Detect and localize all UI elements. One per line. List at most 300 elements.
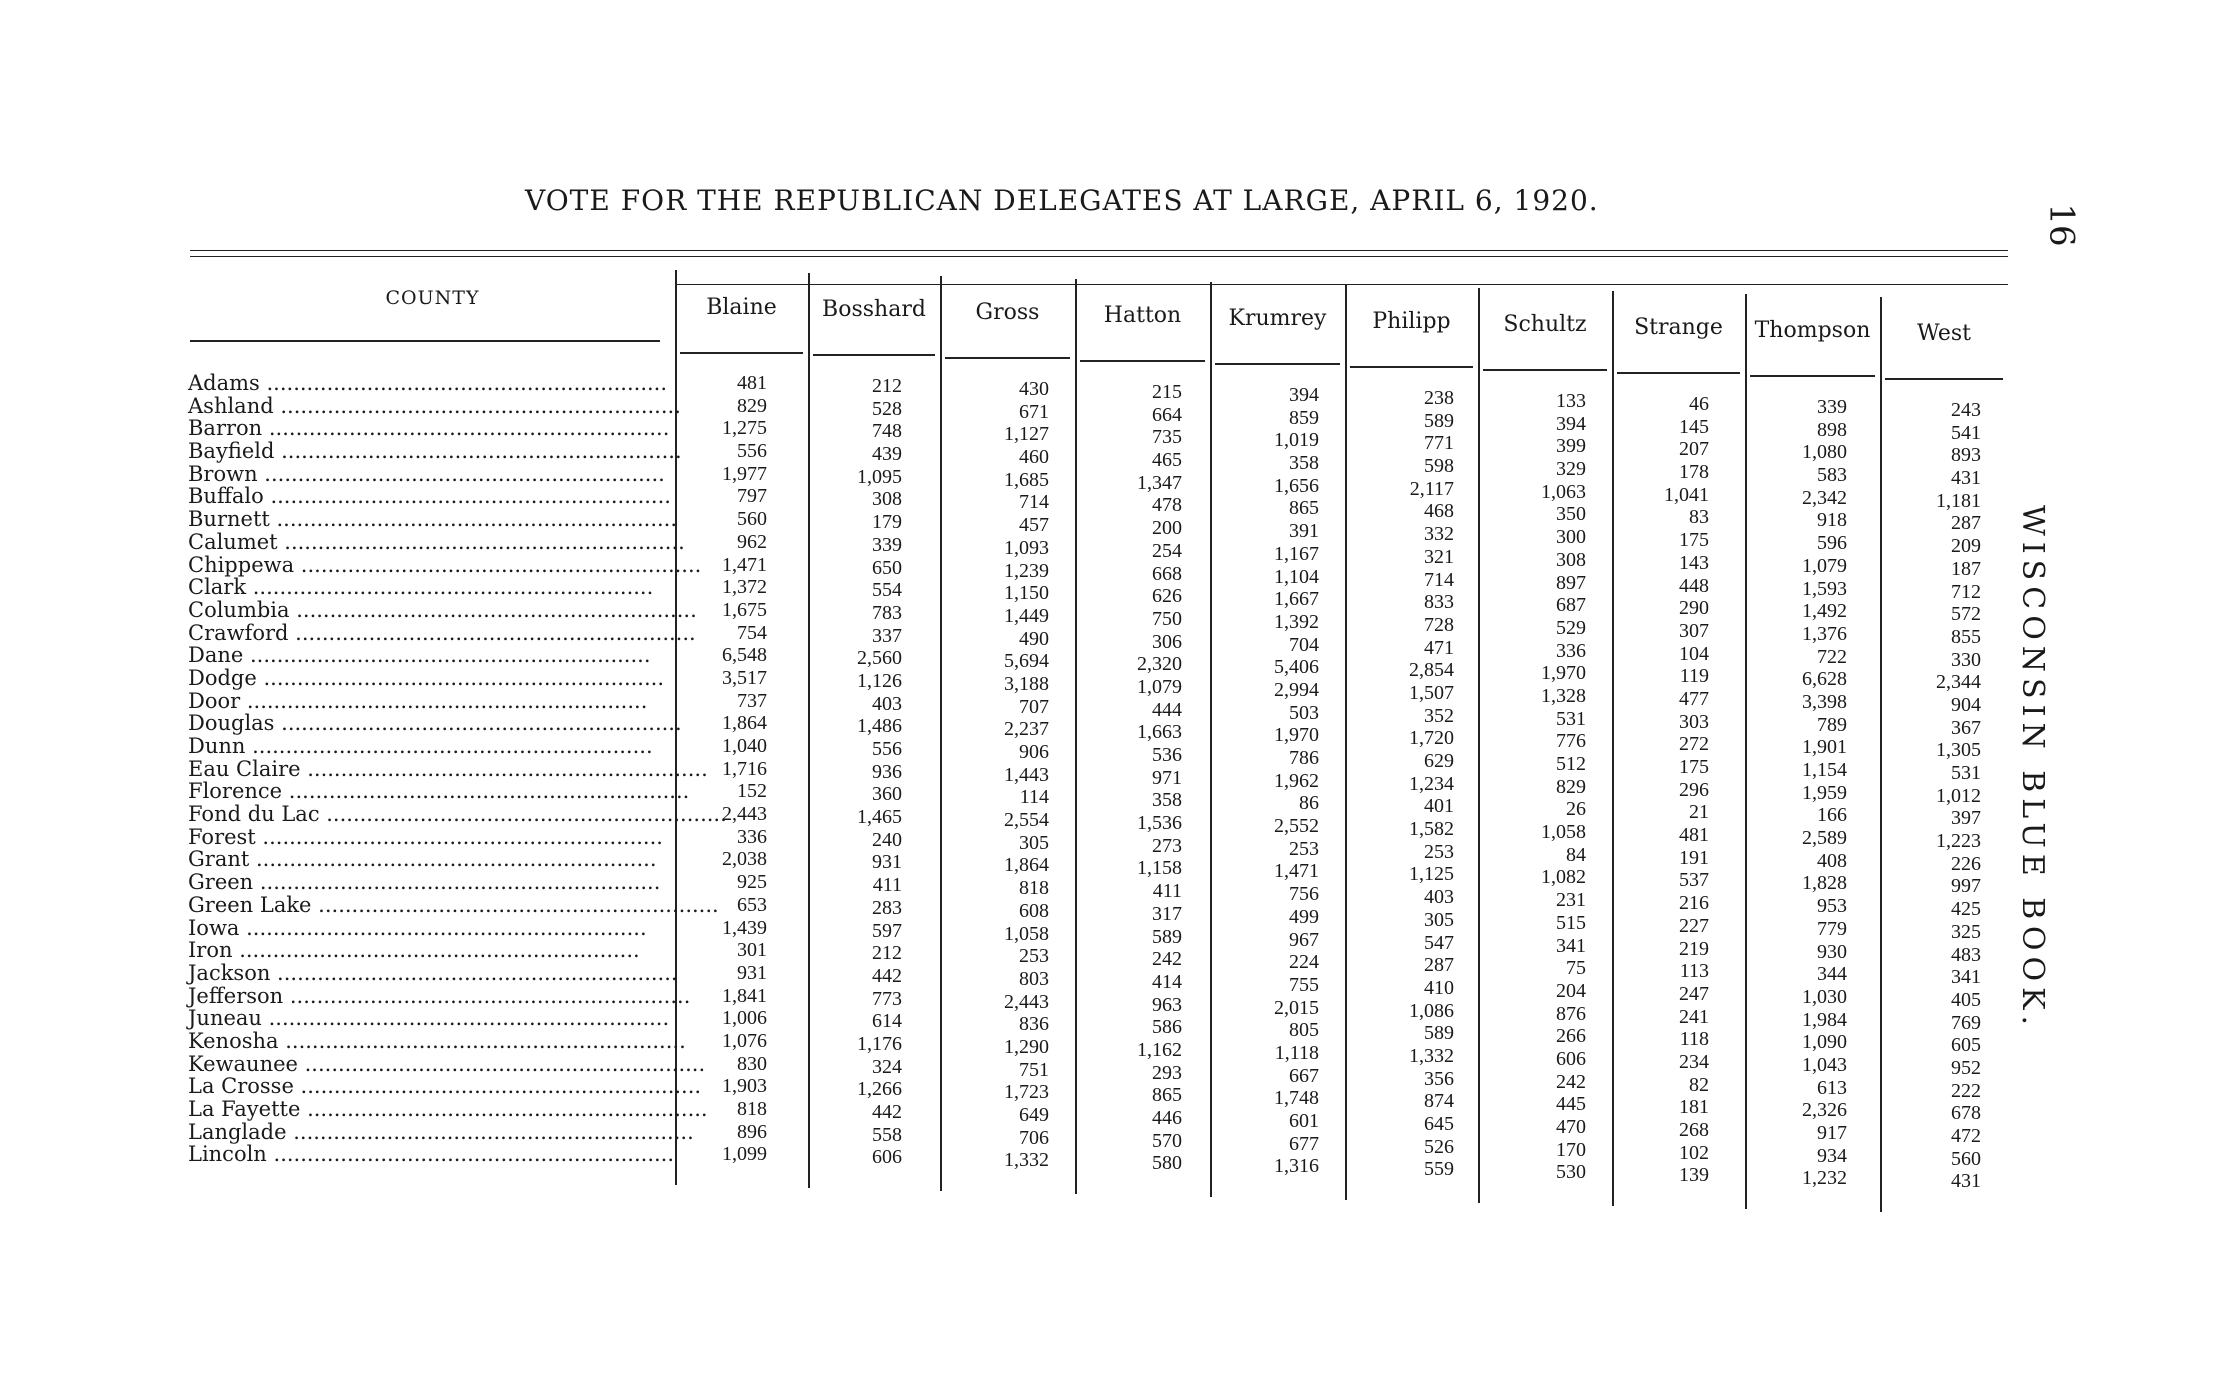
vote-count-thompson: 6,628 — [1802, 668, 1847, 691]
dot-leader: ............................................................ — [294, 552, 702, 577]
vote-count-west: 431 — [1951, 467, 1981, 490]
dot-leader: ............................................................ — [288, 620, 696, 645]
vote-count-west: 893 — [1951, 444, 1981, 467]
vote-count-hatton: 444 — [1152, 698, 1182, 721]
vote-count-hatton: 215 — [1152, 381, 1182, 403]
county-name: Bayfield ............................................................ — [188, 439, 682, 464]
vote-count-schultz: 170 — [1556, 1138, 1586, 1161]
vote-count-krumrey: 2,015 — [1274, 996, 1319, 1019]
county-name: Iowa ............................................................ — [188, 915, 647, 940]
vote-count-schultz: 26 — [1566, 798, 1586, 821]
vote-count-bosshard: 442 — [872, 1101, 902, 1123]
vote-count-gross: 803 — [1019, 967, 1049, 990]
vote-count-krumrey: 967 — [1289, 928, 1319, 951]
vote-count-bosshard: 212 — [872, 942, 902, 965]
vote-count-blaine: 1,903 — [722, 1075, 767, 1098]
dot-leader: ............................................................ — [256, 665, 664, 690]
county-name: Brown ............................................................ — [188, 461, 665, 486]
vote-count-strange: 247 — [1679, 982, 1709, 1005]
county-name: Barron ............................................................ — [188, 416, 670, 441]
vote-count-thompson: 1,080 — [1802, 441, 1847, 464]
vote-count-west: 472 — [1951, 1125, 1981, 1147]
vote-count-west: 952 — [1951, 1056, 1981, 1079]
vote-count-krumrey: 1,316 — [1274, 1155, 1319, 1178]
vote-count-krumrey: 1,167 — [1274, 542, 1319, 565]
vote-count-philipp: 352 — [1424, 704, 1454, 727]
vote-count-schultz: 1,063 — [1541, 480, 1586, 503]
vote-count-philipp: 253 — [1424, 840, 1454, 863]
vote-count-strange: 175 — [1679, 756, 1709, 778]
vote-count-hatton: 735 — [1152, 426, 1182, 449]
vote-count-gross: 1,150 — [1004, 582, 1049, 605]
county-name: Calumet ............................................................ — [188, 529, 685, 554]
vote-count-philipp: 332 — [1424, 523, 1454, 546]
vote-count-schultz: 394 — [1556, 412, 1586, 435]
vote-count-philipp: 1,720 — [1409, 727, 1454, 750]
dot-leader: ............................................................ — [269, 507, 678, 532]
dot-leader: ............................................................ — [245, 734, 653, 758]
dot-leader: ............................................................ — [286, 1119, 694, 1144]
vote-count-strange: 145 — [1679, 415, 1709, 438]
vote-count-blaine: 1,006 — [722, 1007, 767, 1030]
vote-count-thompson: 2,589 — [1802, 827, 1847, 850]
county-name: Douglas ............................................................ — [188, 711, 682, 736]
vote-count-gross: 751 — [1019, 1058, 1049, 1081]
vote-count-philipp: 468 — [1424, 500, 1454, 523]
vote-count-thompson: 613 — [1817, 1076, 1847, 1099]
vote-count-philipp: 728 — [1424, 613, 1454, 636]
vote-count-blaine: 336 — [737, 825, 767, 848]
column-header-underline — [945, 357, 1070, 359]
vote-count-thompson: 1,492 — [1802, 600, 1847, 623]
vote-count-hatton: 971 — [1152, 766, 1182, 789]
vote-count-bosshard: 748 — [872, 420, 902, 443]
vote-count-blaine: 152 — [737, 780, 767, 803]
vote-count-strange: 143 — [1679, 551, 1709, 574]
vote-count-gross: 460 — [1019, 446, 1049, 469]
vote-count-krumrey: 1,019 — [1274, 429, 1319, 452]
vote-count-thompson: 408 — [1817, 849, 1847, 872]
column-header-underline — [1350, 366, 1473, 368]
vote-count-philipp: 526 — [1424, 1135, 1454, 1158]
column-header-philipp: Philipp — [1372, 308, 1451, 334]
vote-count-philipp: 547 — [1424, 931, 1454, 954]
vote-count-west: 769 — [1951, 1011, 1981, 1034]
top-rule-double — [190, 256, 2008, 257]
vote-count-hatton: 1,347 — [1137, 471, 1182, 494]
vote-count-philipp: 1,582 — [1409, 818, 1454, 841]
vote-count-bosshard: 606 — [872, 1146, 902, 1169]
vote-count-strange: 234 — [1679, 1050, 1709, 1073]
vote-count-schultz: 329 — [1556, 458, 1586, 481]
vote-count-krumrey: 86 — [1299, 792, 1319, 815]
county-name: Fond du Lac ............................................................ — [188, 802, 727, 827]
dot-leader: ............................................................ — [274, 439, 682, 464]
county-name: Eau Claire ............................................................ — [188, 756, 708, 781]
vote-count-philipp: 2,854 — [1409, 659, 1454, 682]
vote-count-hatton: 478 — [1152, 494, 1182, 517]
vote-count-strange: 118 — [1679, 1028, 1709, 1051]
vote-count-strange: 21 — [1689, 801, 1709, 824]
vote-count-blaine: 1,841 — [722, 984, 767, 1007]
county-name: Lincoln ............................................................ — [188, 1142, 675, 1167]
vote-count-thompson: 1,959 — [1802, 781, 1847, 804]
vote-count-gross: 2,443 — [1004, 990, 1049, 1013]
vote-count-krumrey: 391 — [1289, 520, 1319, 543]
vote-count-strange: 119 — [1679, 665, 1709, 688]
vote-count-gross: 1,723 — [1004, 1081, 1049, 1104]
vote-count-hatton: 1,162 — [1137, 1038, 1182, 1061]
vote-count-blaine: 1,716 — [722, 757, 767, 780]
vote-count-thompson: 917 — [1817, 1122, 1847, 1144]
vote-count-thompson: 898 — [1817, 418, 1847, 441]
vote-count-thompson: 583 — [1817, 464, 1847, 487]
vote-count-krumrey: 5,406 — [1274, 656, 1319, 679]
vote-count-bosshard: 1,126 — [857, 669, 902, 692]
dot-leader: ............................................................ — [232, 938, 640, 963]
vote-count-strange: 191 — [1679, 846, 1709, 869]
vote-count-strange: 303 — [1679, 710, 1709, 733]
column-header-gross: Gross — [975, 299, 1040, 325]
vote-count-gross: 1,332 — [1004, 1149, 1049, 1172]
vote-count-philipp: 471 — [1424, 636, 1454, 659]
county-name: Dane ............................................................ — [188, 643, 651, 668]
vote-count-strange: 219 — [1679, 937, 1709, 960]
vote-count-thompson: 2,326 — [1802, 1099, 1847, 1122]
dot-leader: ............................................................ — [261, 1006, 670, 1031]
vote-count-bosshard: 931 — [872, 851, 902, 874]
vote-count-bosshard: 650 — [872, 556, 902, 579]
vote-count-philipp: 2,117 — [1409, 477, 1454, 500]
vote-count-bosshard: 597 — [872, 919, 902, 942]
column-header-underline — [813, 354, 935, 356]
vote-count-west: 367 — [1951, 716, 1981, 739]
vote-count-blaine: 481 — [737, 372, 767, 394]
vote-count-strange: 216 — [1679, 892, 1709, 915]
vote-table-body — [188, 371, 1981, 1193]
vote-count-gross: 836 — [1019, 1013, 1049, 1036]
vote-count-schultz: 336 — [1556, 639, 1586, 662]
vote-count-gross: 1,449 — [1004, 604, 1049, 627]
vote-count-west: 287 — [1951, 512, 1981, 535]
dot-leader: ............................................................ — [319, 802, 727, 827]
vote-count-gross: 1,685 — [1004, 468, 1049, 491]
vote-count-schultz: 470 — [1556, 1116, 1586, 1138]
vote-count-krumrey: 865 — [1289, 497, 1319, 520]
county-name: Crawford ............................................................ — [188, 620, 696, 645]
vote-count-strange: 102 — [1679, 1141, 1709, 1164]
vote-count-bosshard: 411 — [872, 874, 902, 897]
vote-count-bosshard: 1,176 — [857, 1032, 902, 1055]
dot-leader: ............................................................ — [246, 575, 654, 600]
vote-count-philipp: 874 — [1424, 1090, 1454, 1113]
vote-count-thompson: 953 — [1817, 895, 1847, 918]
vote-count-hatton: 1,079 — [1137, 675, 1182, 698]
vote-count-thompson: 1,090 — [1802, 1031, 1847, 1054]
vote-count-thompson: 596 — [1817, 532, 1847, 555]
county-name: Chippewa ............................................................ — [188, 552, 702, 577]
dot-leader: ............................................................ — [293, 1074, 702, 1099]
vote-count-thompson: 1,828 — [1802, 872, 1847, 895]
vote-count-hatton: 2,320 — [1137, 653, 1182, 676]
vote-count-blaine: 2,038 — [722, 848, 767, 871]
vote-count-west: 431 — [1951, 1170, 1981, 1193]
vote-count-schultz: 300 — [1556, 526, 1586, 549]
dot-leader: ............................................................ — [243, 643, 651, 668]
vote-count-strange: 448 — [1679, 574, 1709, 597]
vote-count-blaine: 556 — [737, 440, 767, 463]
vote-count-strange: 46 — [1689, 393, 1709, 415]
vote-count-blaine: 1,864 — [722, 712, 767, 735]
vote-count-west: 712 — [1951, 580, 1981, 603]
vote-count-gross: 714 — [1019, 491, 1049, 514]
vote-count-hatton: 254 — [1152, 539, 1182, 562]
vote-count-hatton: 1,158 — [1137, 857, 1182, 880]
county-name: La Fayette ............................................................ — [188, 1097, 708, 1121]
vote-count-thompson: 722 — [1817, 645, 1847, 668]
dot-leader: ............................................................ — [283, 983, 691, 1008]
vote-count-philipp: 356 — [1424, 1067, 1454, 1090]
dot-leader: ............................................................ — [262, 416, 670, 441]
dot-leader: ............................................................ — [266, 1142, 675, 1167]
vote-count-thompson: 930 — [1817, 940, 1847, 963]
vote-count-west: 243 — [1951, 399, 1981, 421]
vote-count-philipp: 771 — [1424, 432, 1454, 455]
county-name: Jackson ............................................................ — [188, 960, 678, 985]
vote-count-philipp: 559 — [1424, 1158, 1454, 1181]
vote-count-philipp: 629 — [1424, 750, 1454, 772]
dot-leader: ............................................................ — [277, 529, 685, 554]
vote-count-philipp: 1,332 — [1409, 1044, 1454, 1067]
vote-count-schultz: 308 — [1556, 548, 1586, 571]
vote-count-bosshard: 439 — [872, 443, 902, 466]
vote-count-blaine: 6,548 — [722, 644, 767, 667]
vote-count-krumrey: 224 — [1289, 951, 1319, 974]
vote-count-schultz: 133 — [1556, 390, 1586, 412]
dot-leader: ............................................................ — [311, 892, 719, 917]
vote-count-west: 1,223 — [1936, 830, 1981, 853]
vote-count-blaine: 737 — [737, 689, 767, 712]
dot-leader: ............................................................ — [257, 461, 665, 486]
vote-count-bosshard: 403 — [872, 692, 902, 715]
vote-count-gross: 707 — [1019, 695, 1049, 718]
vote-count-schultz: 1,082 — [1541, 866, 1586, 889]
vote-count-krumrey: 755 — [1289, 973, 1319, 996]
column-header-hatton: Hatton — [1103, 302, 1182, 328]
vote-count-west: 560 — [1951, 1147, 1981, 1170]
county-name: Buffalo ............................................................ — [188, 484, 671, 509]
vote-count-west: 397 — [1951, 807, 1981, 830]
county-name: Green ............................................................ — [188, 870, 661, 895]
column-header-schultz: Schultz — [1503, 311, 1587, 337]
vote-count-gross: 671 — [1019, 400, 1049, 423]
vote-count-krumrey: 1,667 — [1274, 588, 1319, 611]
vote-count-hatton: 865 — [1152, 1084, 1182, 1107]
vote-count-krumrey: 2,552 — [1274, 815, 1319, 838]
vote-count-hatton: 586 — [1152, 1016, 1182, 1039]
vote-count-bosshard: 614 — [872, 1010, 902, 1033]
vote-count-blaine: 754 — [737, 621, 767, 644]
vote-count-krumrey: 1,656 — [1274, 474, 1319, 497]
vote-count-krumrey: 1,392 — [1274, 610, 1319, 633]
page-number: 16 — [2041, 203, 2082, 247]
vote-count-schultz: 606 — [1556, 1047, 1586, 1070]
vote-count-gross: 1,093 — [1004, 536, 1049, 559]
vote-count-krumrey: 1,118 — [1274, 1041, 1319, 1064]
column-header-underline — [1080, 360, 1205, 362]
vote-count-bosshard: 240 — [872, 828, 902, 851]
vote-count-hatton: 664 — [1152, 403, 1182, 426]
vote-count-schultz: 1,970 — [1541, 662, 1586, 685]
vote-count-strange: 82 — [1689, 1073, 1709, 1096]
dot-leader: ............................................................ — [300, 756, 708, 781]
vote-count-schultz: 231 — [1556, 889, 1586, 912]
header-rule — [675, 284, 2008, 285]
vote-count-gross: 1,290 — [1004, 1035, 1049, 1058]
vote-count-blaine: 1,675 — [722, 598, 767, 621]
vote-count-gross: 490 — [1019, 627, 1049, 650]
vote-count-philipp: 645 — [1424, 1113, 1454, 1135]
vote-count-bosshard: 337 — [872, 624, 902, 647]
vote-count-philipp: 1,125 — [1409, 863, 1454, 886]
county-name: Clark ............................................................ — [188, 575, 654, 600]
vote-count-thompson: 166 — [1817, 804, 1847, 827]
vote-count-bosshard: 1,095 — [857, 465, 902, 488]
county-name: Green Lake ............................................................ — [188, 892, 719, 917]
running-head: WISCONSIN BLUE BOOK. — [2015, 505, 2050, 1032]
county-name: Adams ............................................................ — [188, 371, 668, 395]
dot-leader: ............................................................ — [289, 597, 697, 622]
vote-count-strange: 268 — [1679, 1119, 1709, 1141]
vote-count-bosshard: 2,560 — [857, 647, 902, 670]
dot-leader: ............................................................ — [259, 371, 668, 395]
vote-count-hatton: 411 — [1152, 880, 1182, 903]
column-header-west: West — [1917, 320, 1971, 346]
vote-count-bosshard: 308 — [872, 488, 902, 511]
vote-count-west: 209 — [1951, 535, 1981, 558]
vote-count-gross: 1,127 — [1004, 423, 1049, 446]
vote-count-west: 1,305 — [1936, 739, 1981, 762]
vote-count-philipp: 833 — [1424, 591, 1454, 614]
vote-count-philipp: 403 — [1424, 886, 1454, 909]
vote-count-strange: 181 — [1679, 1096, 1709, 1119]
vote-count-schultz: 350 — [1556, 503, 1586, 526]
vote-count-bosshard: 783 — [872, 601, 902, 624]
vote-count-strange: 296 — [1679, 778, 1709, 801]
county-name: Kenosha ............................................................ — [188, 1028, 686, 1053]
vote-count-philipp: 305 — [1424, 908, 1454, 931]
vote-count-gross: 1,058 — [1004, 922, 1049, 945]
vote-count-gross: 1,443 — [1004, 763, 1049, 786]
county-header-underline — [190, 340, 660, 342]
vote-count-strange: 113 — [1679, 960, 1709, 983]
vote-count-schultz: 266 — [1556, 1025, 1586, 1048]
vote-count-philipp: 589 — [1424, 409, 1454, 432]
vote-count-thompson: 1,232 — [1802, 1167, 1847, 1190]
vote-count-west: 222 — [1951, 1079, 1981, 1102]
vote-count-bosshard: 554 — [872, 579, 902, 602]
vote-count-schultz: 1,328 — [1541, 684, 1586, 707]
vote-count-bosshard: 558 — [872, 1123, 902, 1146]
county-name: Jefferson ............................................................ — [188, 983, 691, 1008]
vote-count-hatton: 668 — [1152, 562, 1182, 585]
page-title: VOTE FOR THE REPUBLICAN DELEGATES AT LARGE, APRIL 6, 1920. — [525, 184, 1599, 217]
vote-count-west: 425 — [1951, 898, 1981, 921]
county-name: La Crosse ............................................................ — [188, 1074, 702, 1099]
vote-count-thompson: 1,030 — [1802, 985, 1847, 1008]
county-name: Door ............................................................ — [188, 688, 648, 713]
column-header-thompson: Thompson — [1754, 317, 1871, 343]
vote-count-schultz: 776 — [1556, 730, 1586, 753]
vote-count-blaine: 2,443 — [722, 803, 767, 826]
vote-count-gross: 5,694 — [1004, 650, 1049, 673]
vote-count-schultz: 687 — [1556, 594, 1586, 617]
vote-count-gross: 906 — [1019, 741, 1049, 763]
vote-count-gross: 818 — [1019, 877, 1049, 900]
vote-count-west: 997 — [1951, 875, 1981, 898]
dot-leader: ............................................................ — [249, 847, 657, 872]
vote-count-gross: 3,188 — [1004, 672, 1049, 695]
vote-count-philipp: 410 — [1424, 976, 1454, 999]
dot-leader: ............................................................ — [273, 393, 681, 418]
vote-count-philipp: 714 — [1424, 568, 1454, 591]
vote-count-krumrey: 2,994 — [1274, 678, 1319, 701]
vote-count-bosshard: 936 — [872, 760, 902, 783]
column-header-underline — [1215, 363, 1340, 365]
vote-count-schultz: 515 — [1556, 911, 1586, 934]
vote-count-hatton: 750 — [1152, 607, 1182, 630]
vote-count-strange: 83 — [1689, 506, 1709, 529]
vote-count-thompson: 779 — [1817, 917, 1847, 940]
vote-count-west: 904 — [1951, 693, 1981, 716]
vote-count-strange: 307 — [1679, 619, 1709, 642]
vote-count-hatton: 465 — [1152, 449, 1182, 472]
vote-count-gross: 114 — [1019, 786, 1049, 809]
top-rule — [190, 250, 2008, 251]
vote-count-west: 1,012 — [1936, 784, 1981, 807]
vote-count-blaine: 962 — [737, 530, 767, 553]
vote-count-krumrey: 1,471 — [1274, 860, 1319, 883]
vote-count-strange: 207 — [1679, 438, 1709, 461]
vote-count-krumrey: 859 — [1289, 406, 1319, 429]
vote-count-west: 1,181 — [1936, 489, 1981, 512]
vote-count-schultz: 84 — [1566, 843, 1586, 866]
vote-count-krumrey: 503 — [1289, 701, 1319, 724]
column-header-underline — [680, 352, 803, 354]
vote-count-krumrey: 253 — [1289, 837, 1319, 860]
vote-count-bosshard: 1,486 — [857, 715, 902, 738]
vote-count-philipp: 589 — [1424, 1022, 1454, 1045]
county-name: Dunn ............................................................ — [188, 734, 653, 758]
vote-count-blaine: 896 — [737, 1120, 767, 1143]
county-name: Juneau ............................................................ — [188, 1006, 670, 1031]
vote-count-blaine: 301 — [737, 939, 767, 962]
vote-count-gross: 706 — [1019, 1126, 1049, 1149]
vote-count-bosshard: 324 — [872, 1055, 902, 1078]
dot-leader: ............................................................ — [239, 915, 647, 940]
county-column-header: COUNTY — [385, 287, 480, 309]
vote-count-gross: 2,237 — [1004, 718, 1049, 741]
vote-count-bosshard: 339 — [872, 533, 902, 556]
vote-count-west: 541 — [1951, 421, 1981, 444]
vote-count-schultz: 75 — [1566, 957, 1586, 980]
vote-count-hatton: 1,663 — [1137, 721, 1182, 744]
column-header-strange: Strange — [1634, 314, 1723, 340]
vote-count-thompson: 789 — [1817, 713, 1847, 736]
dot-leader: ............................................................ — [240, 688, 648, 713]
vote-count-bosshard: 283 — [872, 896, 902, 919]
dot-leader: ............................................................ — [255, 824, 663, 849]
